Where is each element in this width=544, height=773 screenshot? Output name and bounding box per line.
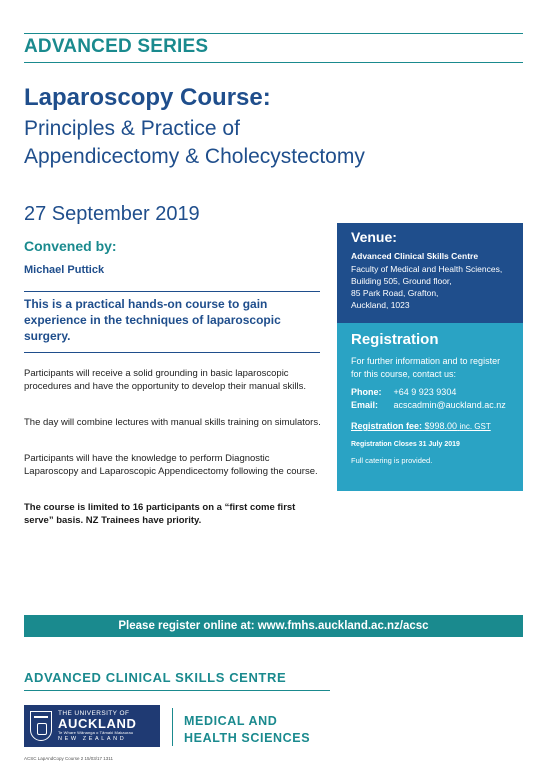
fee-label: Registration fee: <box>351 421 423 431</box>
paragraph-2: The day will combine lectures with manual skills training on simulators. <box>24 417 321 428</box>
register-online-banner[interactable]: Please register online at: www.fmhs.auckland.ac.nz/acsc <box>24 615 523 637</box>
venue-address-line: Faculty of Medical and Health Sciences, <box>351 263 503 274</box>
email-label: Email: <box>351 400 379 410</box>
fee-row <box>351 420 511 433</box>
logo-top-text: THE UNIVERSITY OF <box>58 710 130 717</box>
faculty-name-line2: HEALTH SCIENCES <box>184 731 311 745</box>
paragraph-3: Participants will have the knowledge to perform Diagnostic Laparoscopy and Laparoscopic Appendicectomy following the course. <box>24 453 318 477</box>
fee-suffix: inc. GST <box>459 422 491 431</box>
paragraph-1: Participants will receive a solid grounding in basic laparoscopic procedures and have the opportunity to develop their manual skills. <box>24 368 307 392</box>
course-date: 27 September 2019 <box>24 203 200 225</box>
centre-name: ADVANCED CLINICAL SKILLS CENTRE <box>24 670 287 685</box>
registration-closes: Registration Closes 31 July 2019 <box>351 441 460 448</box>
series-rule <box>24 62 523 63</box>
centre-rule <box>24 690 330 691</box>
document-reference: ACSC LapAndCopy Course 2 15/03/17 1311 <box>24 756 113 761</box>
phone-number[interactable]: +64 9 923 9304 <box>393 387 457 397</box>
crest-icon <box>30 711 52 741</box>
fee-amount: $998.00 <box>424 421 458 431</box>
venue-address-line: Auckland, 1023 <box>351 299 410 310</box>
venue-org: Advanced Clinical Skills Centre <box>351 251 479 261</box>
course-subtitle-line2: Appendicectomy & Cholecystectomy <box>24 145 365 168</box>
top-rule <box>24 33 523 34</box>
venue-panel <box>337 223 523 323</box>
phone-label: Phone: <box>351 387 382 397</box>
course-title: Laparoscopy Course: <box>24 84 271 111</box>
logo-main-text: AUCKLAND <box>58 716 137 731</box>
intro-rule-bottom <box>24 352 320 353</box>
series-label: ADVANCED SERIES <box>24 36 209 57</box>
venue-address-line: Building 505, Ground floor, <box>351 275 452 286</box>
intro-text: This is a practical hands-on course to gain experience in the techniques of laparoscopic surgery. <box>24 297 281 343</box>
phone-row <box>351 386 511 399</box>
venue-address-line: 85 Park Road, Grafton, <box>351 287 439 298</box>
email-row <box>351 399 511 412</box>
logo-tagline: Te Whare Wānanga o Tāmaki Makaurau <box>58 730 134 735</box>
convened-label: Convened by: <box>24 238 117 254</box>
venue-heading: Venue: <box>351 229 397 245</box>
registration-heading: Registration <box>351 331 439 348</box>
limit-note: The course is limited to 16 participants on a “first come first serve” basis. NZ Trainees have priority. <box>24 502 296 526</box>
convener-name: Michael Puttick <box>24 264 105 276</box>
intro-rule-top <box>24 291 320 292</box>
footer-divider <box>172 708 173 746</box>
registration-panel <box>337 323 523 491</box>
university-logo <box>24 705 160 747</box>
email-link[interactable]: acscadmin@auckland.ac.nz <box>393 400 506 410</box>
logo-country: NEW ZEALAND <box>58 736 127 742</box>
course-subtitle-line1: Principles & Practice of <box>24 117 240 140</box>
catering-note: Full catering is provided. <box>351 456 433 465</box>
registration-info: For further information and to register for this course, contact us: <box>351 356 501 379</box>
faculty-name-line1: MEDICAL AND <box>184 714 278 728</box>
